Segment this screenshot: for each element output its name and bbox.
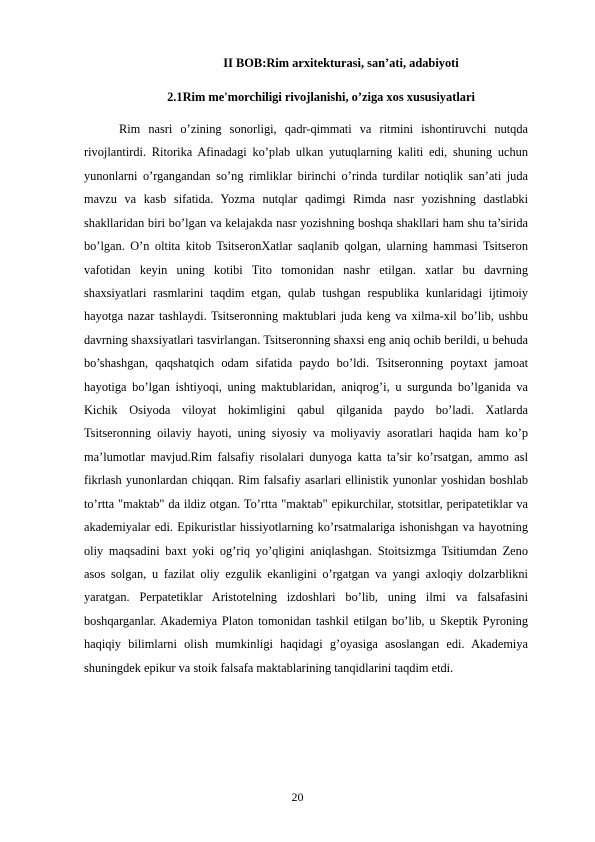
paragraph: Rim nasri o’zining sonorligi, qadr-qimmati va ritmini ishontiruvchi nutqda rivojlantirdi. Ritorika Afinadagi ko’plab ulkan yutuqlarning kaliti edi, shuning uchun yunonlarni o’rgangandan so’ng rimliklar birinchi o’rinda turdilar notiqlik san’ati juda mavzu va kasb sifatida. Yozma nutqlar qadimgi Rimda nasr yozishning dastlabki shakllaridan biri bo’lgan va kelajakda nasr yozishning boshqa shakllari ham shu ta’sirida bo’lgan. O’n oltita kitob TsitseronXatlar saqlanib qolgan, ularning hammasi Tsitseron vafotidan keyin uning kotibi Tito tomonidan nashr etilgan. xatlar bu davrning shaxsiyatlari rasmlarini taqdim etgan, qulab tushgan respublika kunlaridagi ijtimoiy hayotga nazar tashlaydi. Tsitseronning maktublari juda keng va xilma-xil bo’lib, ushbu davrning shaxsiyatlari tasvirlangan. Tsitseronning shaxsi eng aniq ochib berildi, u behuda bo’shashgan, qaqshatqich odam sifatida paydo bo’ldi. Tsitseronning poytaxt jamoat hayotiga bo’lgan ishtiyoqi, uning maktublaridan, aniqrog’i, u surgunda bo’lganida va Kichik Osiyoda viloyat hokimligini qabul qilganida paydo bo’ladi. Xatlarda Tsitseronning oilaviy hayoti, uning siyosiy va moliyaviy asoratlari haqida ham ko’p ma’lumotlar mavjud.Rim falsafiy risolalari dunyoga katta ta’sir ko’rsatgan, ammo asl fikrlash yunonlardan chiqqan. Rim falsafiy asarlari ellinistik yunonlar yoshidan boshlab to’rtta "maktab" da ildiz otgan. To’rtta "maktab" epikurchilar, stotsitlar, peripatetiklar va akademiyalar edi. Epikuristlar hissiyotlarning ko’rsatmalariga ishonishgan va hayotning oliy maqsadini baxt yoki og’riq yo’qligini aniqlashgan. Stoitsizmga Tsitiumdan Zeno asos solgan, u fazilat oliy ezgulik ekanligini o’rgatgan va yangi axloqiy dolzarblikni yaratgan. Perpatetiklar Aristotelning izdoshlari bo’lib, uning ilmi va falsafasini boshqarganlar. Akademiya Platon tomonidan tashkil etilgan bo’lib, u Skeptik Pyroning haqiqiy bilimlarni olish mumkinligi haqidagi g’oyasiga asoslangan edi. Akademiya shuningdek epikur va stoik falsafa maktablarining tanqidlarini taqdim etdi. <box>84 122 528 675</box>
chapter-title: II BOB:Rim arxitekturasi, san’ati, adabiyoti <box>223 56 459 70</box>
body-text <box>84 118 528 680</box>
page-number: 20 <box>291 790 304 804</box>
section-title: 2.1Rim me'morchiligi rivojlanishi, o’ziga xos xususiyatlari <box>167 90 475 104</box>
